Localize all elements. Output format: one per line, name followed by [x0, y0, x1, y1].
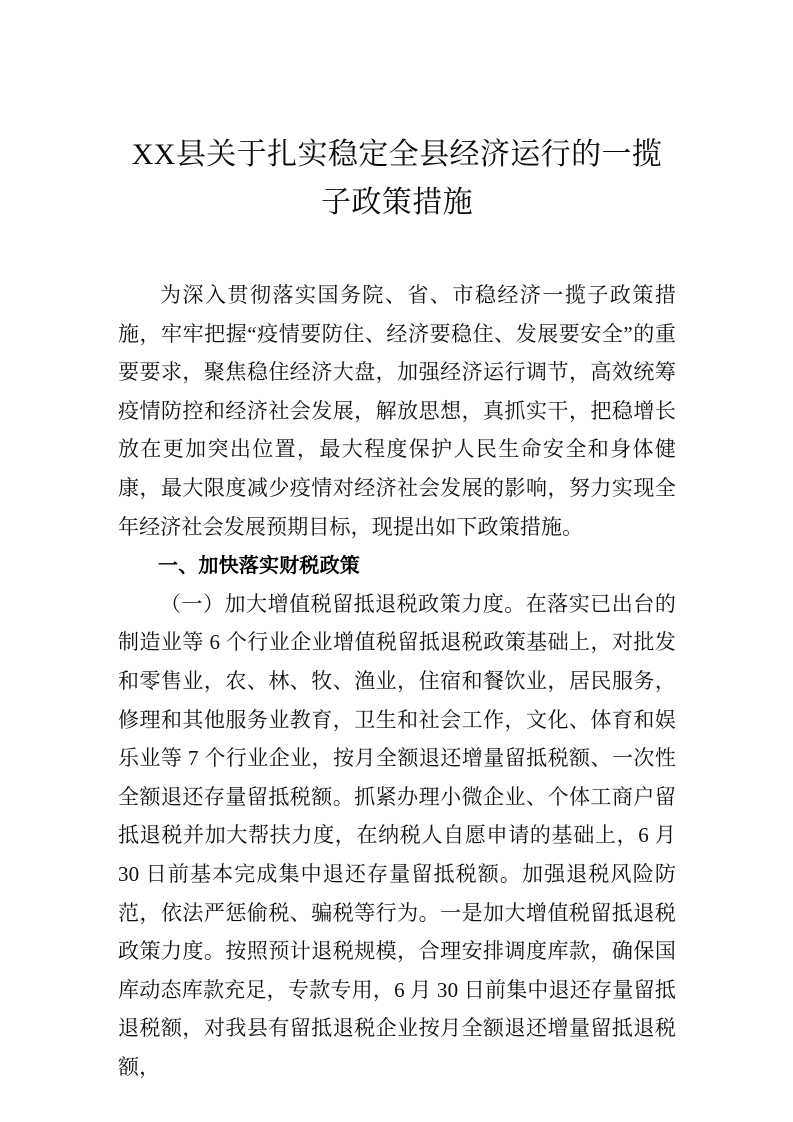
- page-title: XX县关于扎实稳定全县经济运行的一揽子政策措施: [131, 138, 663, 219]
- document-body: [118, 276, 676, 1086]
- subsection-paragraph-1: （一）加大增值税留抵退税政策力度。在落实已出台的制造业等 6 个行业企业增值税留抵退税政策基础上，对批发和零售业，农、林、牧、渔业，住宿和餐饮业，居民服务，修理和其他服务业教育，卫生和社会工作，文化、体育和娱乐业等 7 个行业企业，按月全额退还增量留抵税额、一次性全额退还存量留抵税额。抓紧办理小微企业、个体工商户留抵退税并加大帮扶力度，在纳税人自愿申请的基础上，6 月 30 日前基本完成集中退还存量留抵税额。加强退税风险防范，依法严惩偷税、骗税等行为。一是加大增值税留抵退税政策力度。按照预计退税规模，合理安排调度库款，确保国库动态库款充足，专款专用，6 月 30 日前集中退还存量留抵退税额，对我县有留抵退税企业按月全额退还增量留抵退税额，: [118, 591, 676, 1079]
- section-heading-1: 一、加快落实财税政策: [158, 553, 360, 578]
- intro-paragraph: 为深入贯彻落实国务院、省、市稳经济一揽子政策措施，牢牢把握“疫情要防住、经济要稳住、发展要安全”的重要要求，聚焦稳住经济大盘，加强经济运行调节，高效统筹疫情防控和经济社会发展，解放思想，真抓实干，把稳增长放在更加突出位置，最大程度保护人民生命安全和身体健康，最大限度减少疫情对经济社会发展的影响，努力实现全年经济社会发展预期目标，现提出如下政策措施。: [118, 283, 676, 539]
